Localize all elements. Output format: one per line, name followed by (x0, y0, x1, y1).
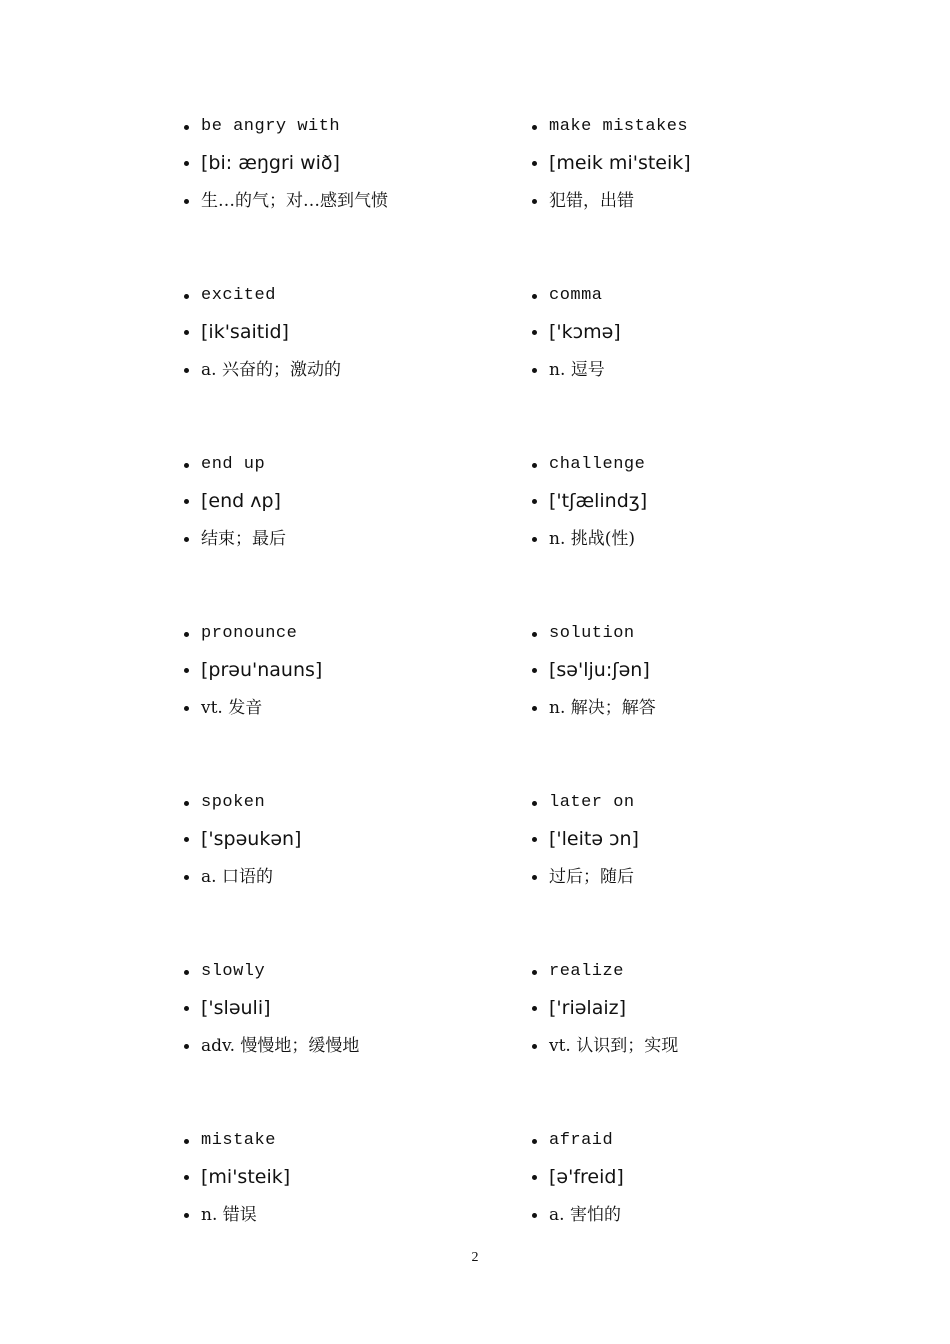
bullet-icon (532, 294, 537, 299)
bullet-icon (184, 668, 189, 673)
phonetic: ['leitə ɔn] (549, 828, 639, 850)
bullet-icon (184, 294, 189, 299)
phonetic: [ə'freid] (549, 1166, 624, 1188)
bullet-icon (532, 330, 537, 335)
definition: 犯错，出错 (549, 191, 634, 211)
bullet-icon (532, 368, 537, 373)
phonetic: [prəu'nauns] (201, 659, 323, 681)
bullet-icon (184, 1175, 189, 1180)
bullet-icon (184, 330, 189, 335)
definition: adv. 慢慢地；缓慢地 (201, 1036, 360, 1056)
definition: n. 挑战(性) (549, 529, 636, 549)
word: end up (201, 455, 266, 474)
bullet-icon (532, 1044, 537, 1049)
definition: a. 兴奋的；激动的 (201, 360, 341, 380)
bullet-icon (532, 875, 537, 880)
bullet-icon (532, 837, 537, 842)
word: comma (549, 286, 603, 305)
bullet-icon (184, 801, 189, 806)
definition: vt. 发音 (201, 698, 263, 718)
phonetic: ['riəlaiz] (549, 997, 627, 1019)
word: solution (549, 624, 635, 643)
bullet-icon (532, 1175, 537, 1180)
bullet-icon (532, 463, 537, 468)
word: later on (549, 793, 635, 812)
bullet-icon (532, 161, 537, 166)
phonetic: ['kɔmə] (549, 321, 621, 343)
bullet-icon (532, 537, 537, 542)
bullet-icon (532, 970, 537, 975)
bullet-icon (532, 668, 537, 673)
bullet-icon (184, 125, 189, 130)
definition: 过后；随后 (549, 867, 634, 887)
bullet-icon (184, 706, 189, 711)
definition: vt. 认识到；实现 (549, 1036, 679, 1056)
bullet-icon (184, 970, 189, 975)
bullet-icon (184, 463, 189, 468)
phonetic: ['sləuli] (201, 997, 271, 1019)
bullet-icon (532, 199, 537, 204)
bullet-icon (184, 875, 189, 880)
phonetic: [mi'steik] (201, 1166, 291, 1188)
bullet-icon (184, 368, 189, 373)
word: challenge (549, 455, 646, 474)
phonetic: [end ʌp] (201, 490, 281, 512)
word: be angry with (201, 117, 341, 136)
word: slowly (201, 962, 266, 981)
page-number: 2 (471, 1250, 479, 1265)
phonetic: ['tʃælindʒ] (549, 490, 648, 512)
word: pronounce (201, 624, 298, 643)
definition: 生…的气；对…感到气愤 (201, 191, 388, 211)
bullet-icon (532, 1006, 537, 1011)
phonetic: [sə'lju:ʃən] (549, 659, 650, 681)
definition: n. 解决；解答 (549, 698, 656, 718)
definition: n. 错误 (201, 1205, 257, 1225)
bullet-icon (184, 1213, 189, 1218)
bullet-icon (532, 125, 537, 130)
word: afraid (549, 1131, 614, 1150)
phonetic: [bi: æŋgri wið] (201, 152, 340, 174)
phonetic: ['spəukən] (201, 828, 302, 850)
definition: 结束；最后 (201, 529, 286, 549)
phonetic: [ik'saitid] (201, 321, 289, 343)
bullet-icon (532, 801, 537, 806)
word: mistake (201, 1131, 276, 1150)
bullet-icon (184, 1006, 189, 1011)
bullet-icon (532, 499, 537, 504)
word: excited (201, 286, 276, 305)
definition: a. 害怕的 (549, 1205, 621, 1225)
bullet-icon (184, 1044, 189, 1049)
bullet-icon (184, 537, 189, 542)
bullet-icon (184, 499, 189, 504)
definition: n. 逗号 (549, 360, 605, 380)
word: spoken (201, 793, 266, 812)
bullet-icon (532, 1213, 537, 1218)
bullet-icon (532, 632, 537, 637)
definition: a. 口语的 (201, 867, 273, 887)
bullet-icon (532, 1139, 537, 1144)
bullet-icon (532, 706, 537, 711)
bullet-icon (184, 161, 189, 166)
bullet-icon (184, 632, 189, 637)
bullet-icon (184, 1139, 189, 1144)
bullet-icon (184, 199, 189, 204)
word: realize (549, 962, 624, 981)
bullet-icon (184, 837, 189, 842)
phonetic: [meik mi'steik] (549, 152, 691, 174)
word: make mistakes (549, 117, 689, 136)
